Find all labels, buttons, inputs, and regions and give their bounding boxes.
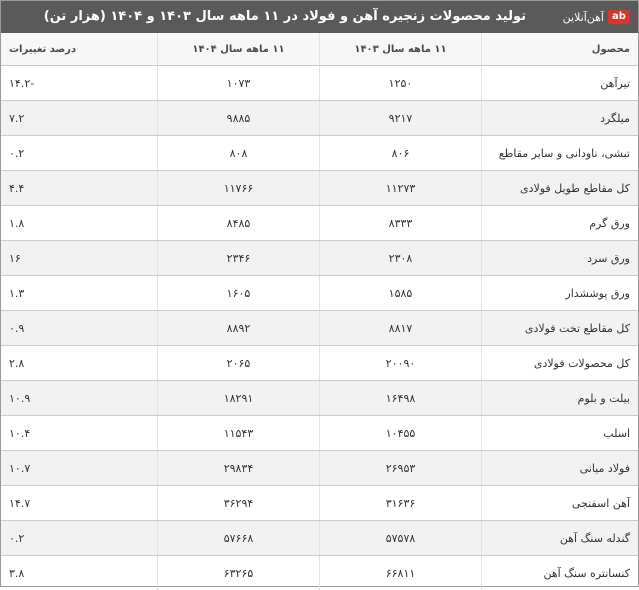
site-logo[interactable] (563, 8, 630, 26)
value-1403-cell: ۱۲۵۰ (320, 66, 482, 101)
value-1404-cell: ۱۶۰۵ (158, 276, 320, 311)
product-cell: ورق سرد (482, 241, 639, 276)
table-row (1, 346, 638, 381)
column-header-product: محصول (482, 33, 639, 66)
change-percent-cell: ۱.۸ (1, 206, 158, 241)
product-cell: کل محصولات فولادی (482, 346, 639, 381)
value-1403-cell: ۱۰۴۵۵ (320, 416, 482, 451)
column-header-1404: ۱۱ ماهه سال ۱۴۰۴ (158, 33, 320, 66)
value-1403-cell: ۱۱۲۷۳ (320, 171, 482, 206)
product-cell: گندله سنگ آهن (482, 521, 639, 556)
table-row (1, 206, 638, 241)
value-1403-cell: ۱۵۸۵ (320, 276, 482, 311)
change-percent-cell: ۰.۲ (1, 136, 158, 171)
value-1403-cell: ۸۳۳۳ (320, 206, 482, 241)
change-percent-cell: ۲.۸ (1, 346, 158, 381)
change-percent-cell: ۱۰.۴ (1, 416, 158, 451)
change-percent-cell: ۱.۳ (1, 276, 158, 311)
table-row (1, 101, 638, 136)
table-row (1, 311, 638, 346)
table-row (1, 381, 638, 416)
change-percent-cell: ۴.۴ (1, 171, 158, 206)
change-percent-cell: ۱۰.۹ (1, 381, 158, 416)
header-row (1, 33, 638, 66)
product-cell: ورق پوششدار (482, 276, 639, 311)
table-row (1, 66, 638, 101)
column-header-change: درصد تغییرات (1, 33, 158, 66)
table-row (1, 451, 638, 486)
product-cell: بیلت و بلوم (482, 381, 639, 416)
production-table (1, 33, 638, 590)
change-percent-cell: ۱۶ (1, 241, 158, 276)
product-cell: تیرآهن (482, 66, 639, 101)
product-cell: اسلب (482, 416, 639, 451)
table-row (1, 416, 638, 451)
column-header-1403: ۱۱ ماهه سال ۱۴۰۳ (320, 33, 482, 66)
value-1403-cell: ۱۶۴۹۸ (320, 381, 482, 416)
value-1403-cell: ۶۶۸۱۱ (320, 556, 482, 590)
logo-mark-icon: ab (608, 10, 630, 24)
value-1404-cell: ۲۳۴۶ (158, 241, 320, 276)
product-cell: تبشی، ناودانی و سایر مقاطع (482, 136, 639, 171)
value-1404-cell: ۱۱۵۴۳ (158, 416, 320, 451)
product-cell: آهن اسفنجی (482, 486, 639, 521)
value-1404-cell: ۲۰۶۵ (158, 346, 320, 381)
product-cell: کنسانتره سنگ آهن (482, 556, 639, 590)
value-1404-cell: ۸۴۸۵ (158, 206, 320, 241)
change-percent-cell: ۰.۹ (1, 311, 158, 346)
table-row (1, 241, 638, 276)
table-row (1, 136, 638, 171)
table-row (1, 521, 638, 556)
value-1404-cell: ۱۱۷۶۶ (158, 171, 320, 206)
value-1404-cell: ۲۹۸۳۴ (158, 451, 320, 486)
value-1403-cell: ۲۳۰۸ (320, 241, 482, 276)
change-percent-cell: -۱۴.۲ (1, 66, 158, 101)
table-title: تولید محصولات زنجیره آهن و فولاد در ۱۱ ماهه سال ۱۴۰۳ و ۱۴۰۴ (هزار تن) (44, 1, 526, 33)
value-1403-cell: ۵۷۵۷۸ (320, 521, 482, 556)
title-bar (1, 1, 638, 33)
value-1404-cell: ۸۰۸ (158, 136, 320, 171)
product-cell: کل مقاطع تخت فولادی (482, 311, 639, 346)
table-row (1, 171, 638, 206)
product-cell: ورق گرم (482, 206, 639, 241)
value-1404-cell: ۱۰۷۳ (158, 66, 320, 101)
change-percent-cell: ۷.۲ (1, 101, 158, 136)
change-percent-cell: ۱۴.۷ (1, 486, 158, 521)
product-cell: کل مقاطع طویل فولادی (482, 171, 639, 206)
change-percent-cell: ۱۰.۷ (1, 451, 158, 486)
change-percent-cell: ۳.۸ (1, 556, 158, 590)
value-1403-cell: ۲۰۰۹۰ (320, 346, 482, 381)
value-1403-cell: ۸۸۱۷ (320, 311, 482, 346)
value-1404-cell: ۱۸۲۹۱ (158, 381, 320, 416)
value-1404-cell: ۸۸۹۲ (158, 311, 320, 346)
table-row (1, 276, 638, 311)
value-1404-cell: ۵۷۶۶۸ (158, 521, 320, 556)
table-row (1, 556, 638, 590)
value-1403-cell: ۹۲۱۷ (320, 101, 482, 136)
table-row (1, 486, 638, 521)
value-1403-cell: ۳۱۶۳۶ (320, 486, 482, 521)
change-percent-cell: ۰.۲ (1, 521, 158, 556)
value-1404-cell: ۶۳۲۶۵ (158, 556, 320, 590)
value-1403-cell: ۲۶۹۵۳ (320, 451, 482, 486)
product-cell: میلگرد (482, 101, 639, 136)
value-1404-cell: ۹۸۸۵ (158, 101, 320, 136)
value-1403-cell: ۸۰۶ (320, 136, 482, 171)
value-1404-cell: ۳۶۲۹۴ (158, 486, 320, 521)
logo-text: آهن‌آنلاین (563, 11, 604, 24)
product-cell: فولاد میانی (482, 451, 639, 486)
